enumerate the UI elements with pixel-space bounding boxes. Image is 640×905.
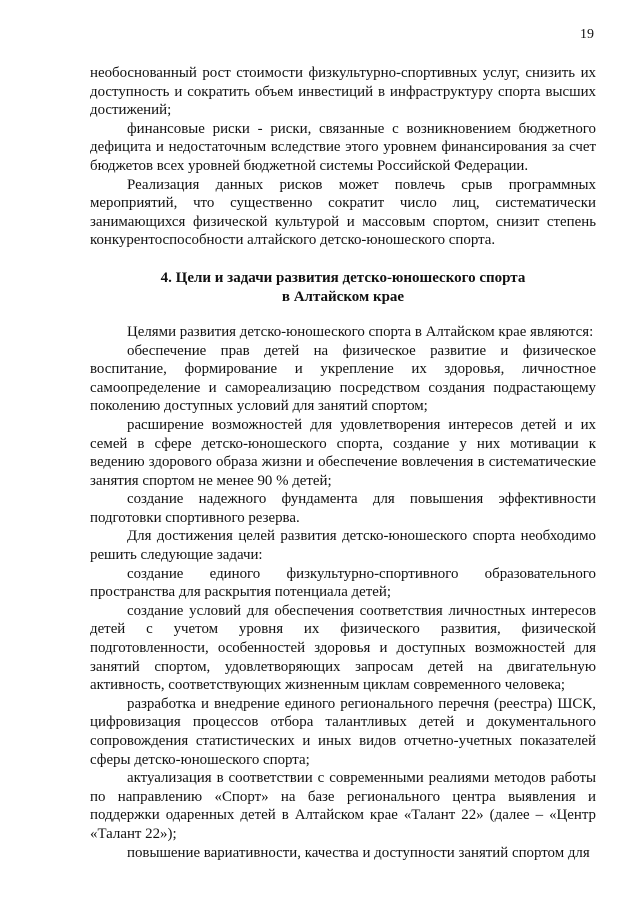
paragraph: Для достижения целей развития детско-юношеского спорта необходимо решить следующие задачи: <box>90 528 596 564</box>
paragraph-group-top <box>90 64 596 250</box>
paragraph: финансовые риски - риски, связанные с возникновением бюджетного дефицита и недостаточным вследствие этого уровнем финансирования за счет бюджетов всех уровней бюджетной системы Российской Федерации. <box>90 120 596 174</box>
page-number: 19 <box>580 27 594 42</box>
document-page <box>90 30 596 862</box>
paragraph: разработка и внедрение единого регионального перечня (реестра) ШСК, цифровизация процессов отбора талантливых детей и документального сопровождения статистических и иных видов отчетно-учетных показателей сферы детско-юношеского спорта; <box>90 695 596 768</box>
paragraph: актуализация в соответствии с современными реалиями методов работы по направлению «Спорт» на базе регионального центра выявления и поддержки одаренных детей в Алтайском крае «Талант 22» (далее – «Центр «Талант 22»); <box>90 770 596 842</box>
paragraph: создание надежного фундамента для повышения эффективности подготовки спортивного резерва. <box>90 491 596 526</box>
paragraph: создание условий для обеспечения соответствия личностных интересов детей с учетом уровня их физического развития, физической подготовленности, особенностей здоровья и доступных возможностей для занятий спортом, удовлетворяющих запросам детей на двигательную активность, соответствующих жизненным циклам современного человека; <box>90 602 596 694</box>
section-heading-line-1: 4. Цели и задачи развития детско-юношеского спорта <box>160 269 526 286</box>
document-body <box>90 64 596 862</box>
paragraph: расширение возможностей для удовлетворения интересов детей и их семей в сфере детско-юношеского спорта, создание у них мотивации к ведению здорового образа жизни и обеспечение вовлечения в систематические занятия спортом не менее 90 % детей; <box>90 416 596 489</box>
section-heading <box>90 269 596 307</box>
paragraph: повышение вариативности, качества и доступности занятий спортом для <box>127 844 590 861</box>
paragraph: Целями развития детско-юношеского спорта в Алтайском крае являются: <box>127 323 594 340</box>
paragraph: создание единого физкультурно-спортивного образовательного пространства для раскрытия потенциала детей; <box>90 565 596 601</box>
paragraph: Реализация данных рисков может повлечь срыв программных мероприятий, что существенно сократит число лиц, систематически занимающихся физической культурой и массовым спортом, снизит степень конкурентоспособности алтайского детско-юношеского спорта. <box>90 176 596 249</box>
paragraph-group-bottom <box>90 323 596 862</box>
section-heading-line-2: в Алтайском крае <box>281 288 405 305</box>
paragraph: обеспечение прав детей на физическое развитие и физическое воспитание, формирование и укрепление их здоровья, личностное самоопределение и самореализацию посредством создания подрастающему поколению доступных условий для занятий спортом; <box>90 342 596 415</box>
paragraph: необоснованный рост стоимости физкультурно-спортивных услуг, снизить их доступность и сократить объем инвестиций в инфраструктуру спорта высших достижений; <box>90 65 596 119</box>
